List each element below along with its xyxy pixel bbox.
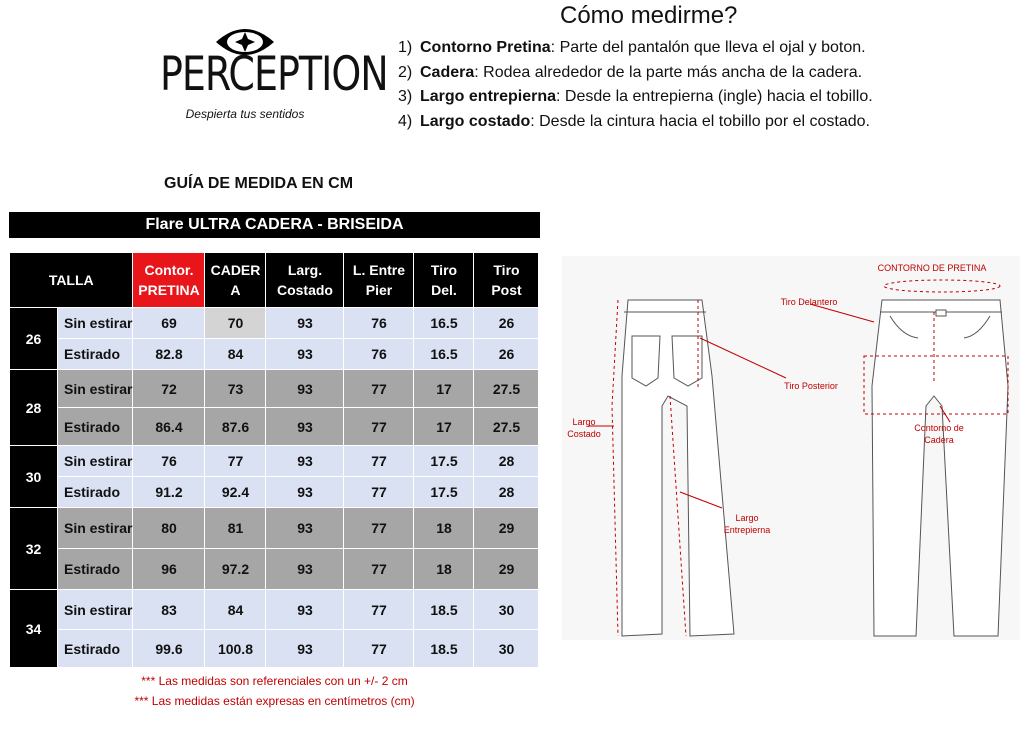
pants-illustration <box>562 256 1020 640</box>
cell-tiro-post: 26 <box>474 339 539 370</box>
how-to-item: 1) Contorno Pretina: Parte del pantalón que lleva el ojal y boton. <box>398 39 866 56</box>
size-cell: 32 <box>10 508 58 590</box>
label-contorno-pretina: CONTORNO DE PRETINA <box>877 263 987 273</box>
how-to-item: 2) Cadera: Rodea alrededor de la parte más ancha de la cadera. <box>398 63 863 81</box>
cell-cadera: 73 <box>205 370 266 408</box>
cell-cadera: 100.8 <box>205 630 266 668</box>
cell-tiro-post: 28 <box>474 477 539 508</box>
cell-pretina: 72 <box>133 370 205 408</box>
size-table <box>9 252 539 668</box>
table-row <box>10 446 539 477</box>
cell-cadera: 87.6 <box>205 408 266 446</box>
table-row <box>10 370 539 408</box>
size-cell: 30 <box>10 446 58 508</box>
cell-tiro-post: 26 <box>474 308 539 339</box>
header-largo-entrepierna: L. Entre Pier <box>344 253 414 308</box>
guide-title: GUÍA DE MEDIDA EN CM <box>164 175 354 192</box>
size-cell: 34 <box>10 590 58 668</box>
cell-entrepierna: 77 <box>344 590 414 630</box>
cell-costado: 93 <box>266 590 344 630</box>
header-tiro-delantero: Tiro Del. <box>414 253 474 308</box>
table-row <box>10 590 539 630</box>
cell-tiro-del: 18.5 <box>414 590 474 630</box>
label-largo-costado: Largo Costado <box>567 417 601 439</box>
cell-pretina: 96 <box>133 549 205 590</box>
cell-cadera: 84 <box>205 339 266 370</box>
size-cell: 28 <box>10 370 58 446</box>
cell-cadera: 97.2 <box>205 549 266 590</box>
how-to-title: Cómo medirme? <box>560 2 738 29</box>
cell-tiro-del: 16.5 <box>414 308 474 339</box>
cell-pretina: 82.8 <box>133 339 205 370</box>
cell-tiro-del: 18 <box>414 508 474 549</box>
table-row <box>10 408 539 446</box>
size-cell: 26 <box>10 308 58 370</box>
cell-costado: 93 <box>266 308 344 339</box>
cell-pretina: 80 <box>133 508 205 549</box>
header-cadera: CADER A <box>205 253 266 308</box>
cell-tiro-del: 17.5 <box>414 446 474 477</box>
header-largo-costado: Larg. Costado <box>266 253 344 308</box>
cell-cadera: 84 <box>205 590 266 630</box>
cell-tiro-del: 17.5 <box>414 477 474 508</box>
cell-entrepierna: 77 <box>344 549 414 590</box>
row-label: Sin estirar <box>58 370 133 408</box>
table-row <box>10 508 539 549</box>
brand-tagline: Despierta tus sentidos <box>185 107 305 121</box>
cell-entrepierna: 77 <box>344 446 414 477</box>
row-label: Sin estirar <box>58 508 133 549</box>
row-label: Estirado <box>58 339 133 370</box>
cell-costado: 93 <box>266 508 344 549</box>
row-label: Estirado <box>58 630 133 668</box>
cell-cadera: 92.4 <box>205 477 266 508</box>
label-tiro-posterior: Tiro Posterior <box>784 381 838 391</box>
cell-cadera: 77 <box>205 446 266 477</box>
header-contorno-pretina: Contor. PRETINA <box>133 253 205 308</box>
row-label: Sin estirar <box>58 590 133 630</box>
cell-entrepierna: 77 <box>344 630 414 668</box>
cell-entrepierna: 76 <box>344 308 414 339</box>
product-name-bar: Flare ULTRA CADERA - BRISEIDA <box>9 212 540 238</box>
header-tiro-posterior: Tiro Post <box>474 253 539 308</box>
how-to-item: 4) Largo costado: Desde la cintura hacia el tobillo por el costado. <box>398 112 870 130</box>
cell-costado: 93 <box>266 408 344 446</box>
row-label: Sin estirar <box>58 446 133 477</box>
cell-tiro-post: 30 <box>474 590 539 630</box>
cell-tiro-post: 29 <box>474 508 539 549</box>
cell-tiro-del: 16.5 <box>414 339 474 370</box>
cell-entrepierna: 77 <box>344 408 414 446</box>
cell-tiro-del: 17 <box>414 408 474 446</box>
label-largo-entrepierna: Largo Entrepierna <box>723 513 771 535</box>
table-row <box>10 630 539 668</box>
table-row <box>10 477 539 508</box>
cell-costado: 93 <box>266 549 344 590</box>
cell-pretina: 99.6 <box>133 630 205 668</box>
cell-tiro-del: 18.5 <box>414 630 474 668</box>
note-tolerance: *** Las medidas son referenciales con un +/- 2 cm <box>141 674 408 688</box>
row-label: Estirado <box>58 477 133 508</box>
cell-entrepierna: 76 <box>344 339 414 370</box>
cell-costado: 93 <box>266 446 344 477</box>
label-contorno-cadera: Contorno de Cadera <box>914 423 964 445</box>
cell-cadera: 70 <box>205 308 266 339</box>
cell-costado: 93 <box>266 630 344 668</box>
measurement-diagram <box>562 256 1020 640</box>
cell-pretina: 83 <box>133 590 205 630</box>
cell-pretina: 91.2 <box>133 477 205 508</box>
cell-tiro-post: 28 <box>474 446 539 477</box>
label-tiro-delantero: Tiro Delantero <box>780 297 838 307</box>
how-to-list <box>398 36 873 134</box>
cell-tiro-del: 17 <box>414 370 474 408</box>
cell-entrepierna: 77 <box>344 477 414 508</box>
cell-costado: 93 <box>266 339 344 370</box>
cell-pretina: 69 <box>133 308 205 339</box>
table-header-row <box>10 253 539 308</box>
cell-tiro-post: 30 <box>474 630 539 668</box>
note-units: *** Las medidas están expresas en centímetros (cm) <box>134 694 415 708</box>
cell-pretina: 76 <box>133 446 205 477</box>
brand-logo: PERCEPTION <box>160 46 388 101</box>
how-to-item: 3) Largo entrepierna: Desde la entrepierna (ingle) hacia el tobillo. <box>398 88 873 105</box>
table-row <box>10 308 539 339</box>
row-label: Estirado <box>58 408 133 446</box>
cell-entrepierna: 77 <box>344 508 414 549</box>
row-label: Estirado <box>58 549 133 590</box>
cell-pretina: 86.4 <box>133 408 205 446</box>
cell-cadera: 81 <box>205 508 266 549</box>
table-row <box>10 339 539 370</box>
table-row <box>10 549 539 590</box>
cell-tiro-del: 18 <box>414 549 474 590</box>
row-label: Sin estirar <box>58 308 133 339</box>
cell-costado: 93 <box>266 477 344 508</box>
cell-entrepierna: 77 <box>344 370 414 408</box>
cell-tiro-post: 29 <box>474 549 539 590</box>
cell-tiro-post: 27.5 <box>474 408 539 446</box>
cell-costado: 93 <box>266 370 344 408</box>
header-talla: TALLA <box>10 253 133 308</box>
cell-tiro-post: 27.5 <box>474 370 539 408</box>
